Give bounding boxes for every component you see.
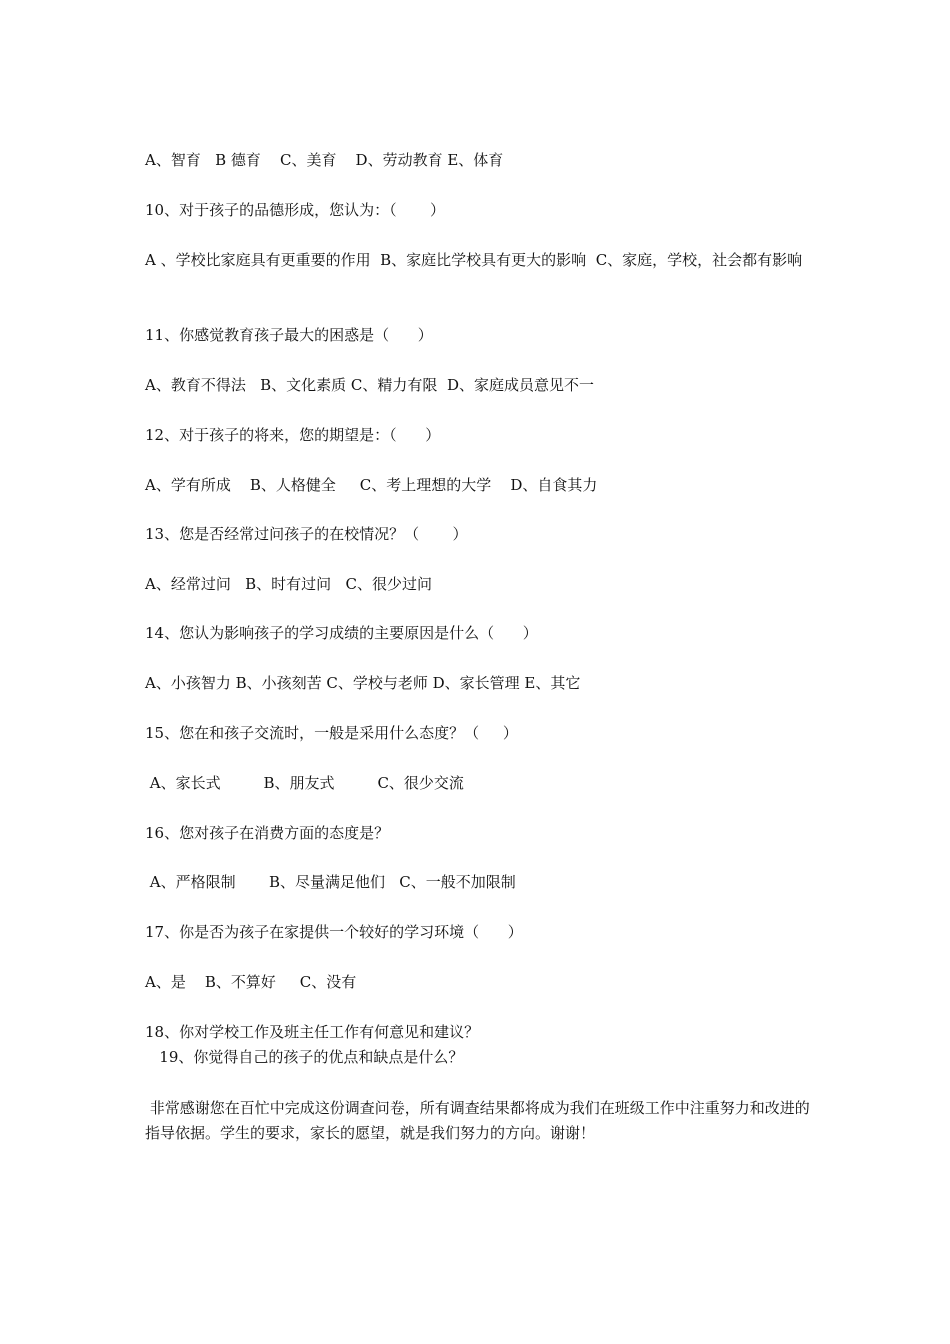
q16-options: A、严格限制 B、尽量满足他们 C、一般不加限制 xyxy=(145,873,516,891)
q12-options: A、学有所成 B、人格健全 C、考上理想的大学 D、自食其力 xyxy=(145,476,598,494)
q14-question: 14、您认为影响孩子的学习成绩的主要原因是什么（ ） xyxy=(145,624,538,642)
q15-question: 15、您在和孩子交流时，一般是采用什么态度？（ ） xyxy=(145,724,518,742)
q12-question: 12、对于孩子的将来，您的期望是：（ ） xyxy=(145,426,441,444)
q9-options: A、智育 B 德育 C、美育 D、劳动教育 E、体育 xyxy=(145,151,504,169)
q11-question: 11、你感觉教育孩子最大的困惑是（ ） xyxy=(145,326,433,344)
q19-question: 19、你觉得自己的孩子的优点和缺点是什么？ xyxy=(145,1048,464,1066)
closing-note: 非常感谢您在百忙中完成这份调查问卷，所有调查结果都将成为我们在班级工作中注重努力和改进的指导依据。学生的要求，家长的愿望，就是我们努力的方向。谢谢！ xyxy=(145,1099,810,1142)
q16-question: 16、您对孩子在消费方面的态度是？ xyxy=(145,824,390,842)
q10-options: A 、学校比家庭具有更重要的作用 B、家庭比学校具有更大的影响 C、家庭，学校，社会都有影响 xyxy=(145,251,803,269)
q10-question: 10、对于孩子的品德形成，您认为：（ ） xyxy=(145,201,445,219)
q13-question: 13、您是否经常过问孩子的在校情况？（ ） xyxy=(145,525,468,543)
q17-options: A、是 B、不算好 C、没有 xyxy=(145,973,357,991)
q18-question: 18、你对学校工作及班主任工作有何意见和建议？ xyxy=(145,1023,480,1041)
q14-options: A、小孩智力 B、小孩刻苦 C、学校与老师 D、家长管理 E、其它 xyxy=(145,674,581,692)
q13-options: A、经常过问 B、时有过问 C、很少过问 xyxy=(145,575,432,593)
q17-question: 17、你是否为孩子在家提供一个较好的学习环境（ ） xyxy=(145,923,523,941)
q11-options: A、教育不得法 B、文化素质 C、精力有限 D、家庭成员意见不一 xyxy=(145,376,594,394)
q15-options: A、家长式 B、朋友式 C、很少交流 xyxy=(145,774,464,792)
